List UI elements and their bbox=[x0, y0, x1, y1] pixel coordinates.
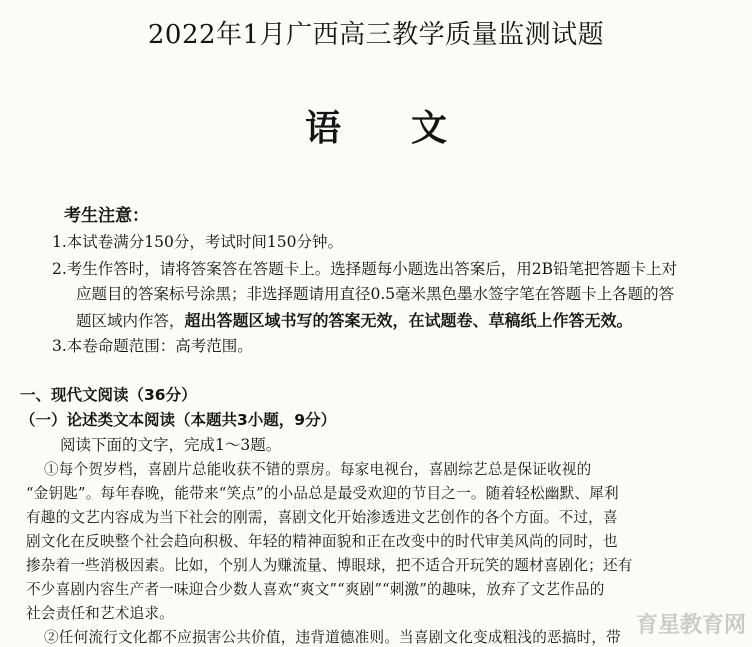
notice-item-2-emphasis: 超出答题区域书写的答案无效，在试题卷、草稿纸上作答无效。 bbox=[184, 311, 633, 330]
paragraph-line: 剧文化在反映整个社会趋向积极、年轻的精神面貌和正在改变中的时代审美风尚的同时，也 bbox=[26, 533, 618, 550]
paragraph-line: 社会责任和艺术追求。 bbox=[26, 605, 174, 622]
notice-item-1: 1.本试卷满分150分，考试时间150分钟。 bbox=[52, 233, 343, 251]
watermark: 育星教育网 bbox=[635, 613, 746, 638]
notice-item-2-line-1: 2.考生作答时，请将答案答在答题卡上。选择题每小题选出答案后，用2B铅笔把答题卡上对 bbox=[52, 260, 678, 278]
paragraph-line: 掺杂着一些消极因素。比如，个别人为赚流量、博眼球，把不适合开玩笑的题材喜剧化；还有 bbox=[26, 557, 633, 574]
notice-item-3: 3.本卷命题范围：高考范围。 bbox=[52, 337, 253, 355]
notice-heading: 考生注意： bbox=[64, 206, 149, 226]
notice-item-2-line-3-text: 题区域内作答， bbox=[76, 312, 185, 330]
notice-item-2-line-3 bbox=[76, 308, 633, 331]
subject-title: 语文 bbox=[304, 107, 517, 149]
paragraph-line: ②任何流行文化都不应损害公共价值，违背道德准则。当喜剧文化变成粗浅的恶搞时，带 bbox=[44, 629, 621, 646]
paragraph-line: 有趣的文艺内容成为当下社会的刚需，喜剧文化开始渗透进文艺创作的各个方面。不过，喜 bbox=[26, 509, 618, 526]
notice-item-2-line-2: 应题目的答案标号涂黑；非选择题请用直径0.5毫米黑色墨水签字笔在答题卡上各题的答 bbox=[76, 285, 675, 303]
paragraph-line: ①每个贺岁档，喜剧片总能收获不错的票房。每家电视台，喜剧综艺总是保证收视的 bbox=[44, 461, 592, 478]
paragraph-line: “金钥匙”。每年春晚，能带来“笑点”的小品总是最受欢迎的节目之一。随着轻松幽默、犀利 bbox=[26, 485, 619, 502]
section-heading: 一、现代文阅读（36分） bbox=[20, 386, 197, 404]
reading-instruction: 阅读下面的文字，完成1～3题。 bbox=[60, 436, 282, 454]
paragraph-line: 不少喜剧内容生产者一味迎合少数人喜欢“爽文”“爽剧”“刺激”的趣味，放弃了文艺作品的 bbox=[26, 581, 605, 598]
exam-title: 2022年1月广西高三教学质量监测试题 bbox=[147, 20, 605, 50]
subsection-heading: （一）论述类文本阅读（本题共3小题，9分） bbox=[20, 411, 337, 429]
